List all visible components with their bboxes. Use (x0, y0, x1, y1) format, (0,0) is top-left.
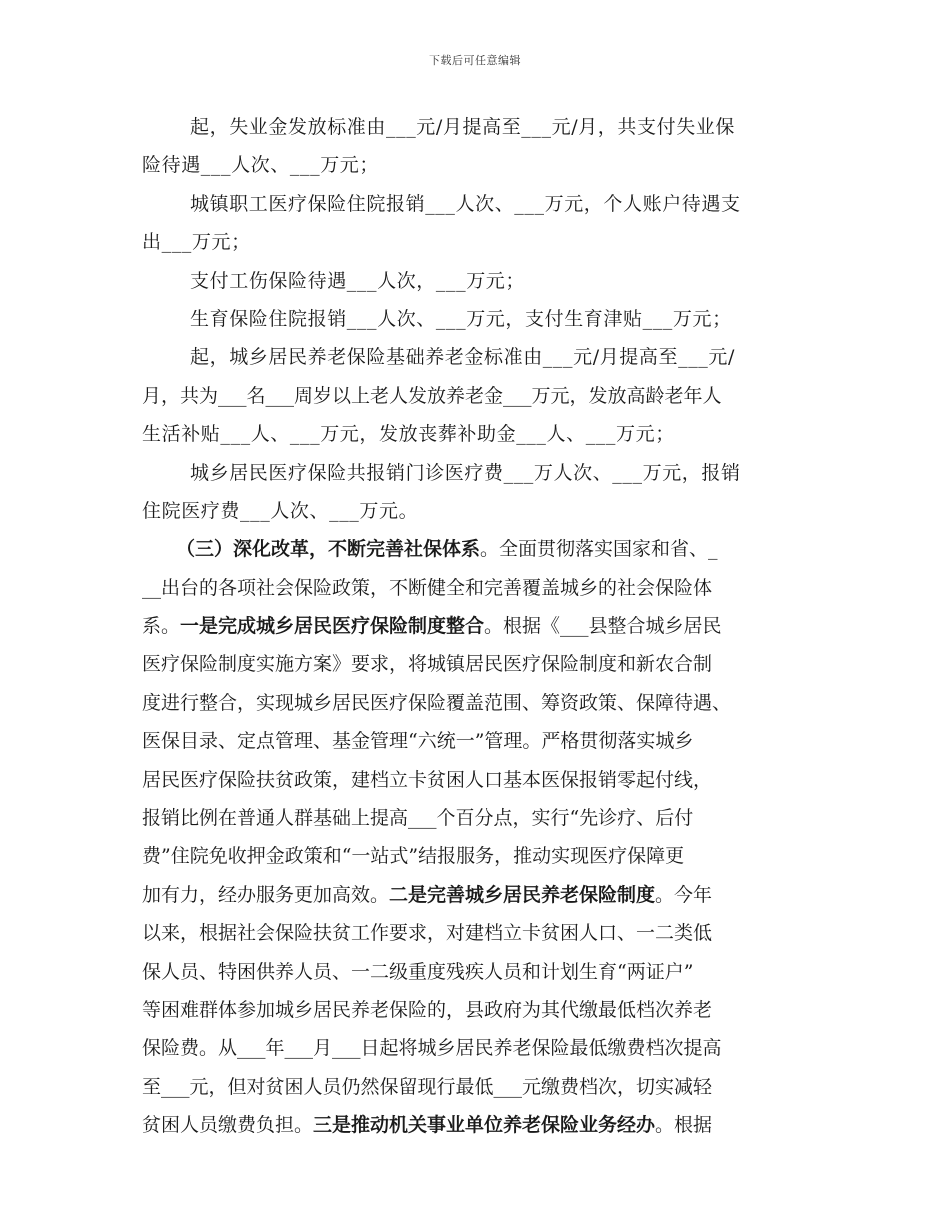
section-heading-line: （三）深化改革，不断完善社保体系。全面贯彻落实国家和省、_ (176, 538, 718, 561)
page-header: 下载后可任意编辑 (429, 54, 521, 67)
text-line: 城乡居民医疗保险共报销门诊医疗费___万人次、___万元，报销 (190, 461, 741, 484)
text-line: 险待遇___人次、___万元； (142, 154, 380, 177)
text-line: 出___万元； (142, 231, 251, 254)
bold-point-one: 一是完成城乡居民医疗保险制度整合 (180, 615, 485, 638)
text-line: 生活补贴___人、___万元，发放丧葬补助金___人、___万元； (142, 423, 675, 446)
text-line: 加有力，经办服务更加高效。二是完善城乡居民养老保险制度。今年 (142, 883, 713, 906)
text-line: 保险费。从___年___月___日起将城乡居民养老保险最低缴费档次提高 (142, 1037, 722, 1060)
text-line: 费”住院免收押金政策和“一站式”结报服务，推动实现医疗保障更 (142, 845, 685, 868)
text-line: 支付工伤保险待遇___人次，___万元； (190, 269, 526, 292)
text-line: 生育保险住院报销___人次、___万元，支付生育津贴___万元； (190, 307, 732, 330)
text-line: 贫困人员缴费负担。三是推动机关事业单位养老保险业务经办。根据 (142, 1114, 713, 1137)
text-line: 起，失业金发放标准由___元/月提高至___元/月，共支付失业保 (190, 116, 736, 138)
text-line: 系。一是完成城乡居民医疗保险制度整合。根据《___县整合城乡居民 (142, 615, 722, 638)
text-line: 度进行整合，实现城乡居民医疗保险覆盖范围、筹资政策、保障待遇、 (142, 691, 732, 714)
text-line: 医疗保险制度实施方案》要求，将城镇居民医疗保险制度和新农合制 (142, 653, 713, 676)
text-line: 住院医疗费___人次、___万元。 (142, 499, 419, 522)
text-line: 城镇职工医疗保险住院报销___人次、___万元，个人账户待遇支 (190, 192, 741, 215)
text-line: 至___元，但对贫困人员仍然保留现行最低___元缴费档次，切实减轻 (142, 1075, 713, 1098)
bold-point-two: 二是完善城乡居民养老保险制度 (389, 883, 656, 906)
text-line: 等困难群体参加城乡居民养老保险的，县政府为其代缴最低档次养老 (142, 998, 713, 1021)
text-line: 以来，根据社会保险扶贫工作要求，对建档立卡贫困人口、一二类低 (142, 922, 713, 945)
text-line: 医保目录、定点管理、基金管理“六统一”管理。严格贯彻落实城乡 (142, 730, 694, 753)
text-line: 起，城乡居民养老保险基础养老金标准由___元/月提高至___元/ (190, 346, 736, 369)
text-line: __出台的各项社会保险政策，不断健全和完善覆盖城乡的社会保险体 (142, 576, 713, 599)
text-line: 保人员、特困供养人员、一二级重度残疾人员和计划生育“两证户” (142, 960, 694, 983)
bold-point-three: 三是推动机关事业单位养老保险业务经办 (313, 1114, 656, 1137)
text-line: 报销比例在普通人群基础上提高___个百分点，实行“先诊疗、后付 (142, 807, 694, 830)
text-line: 居民医疗保险扶贫政策，建档立卡贫困人口基本医保报销零起付线， (142, 768, 713, 791)
document-body (142, 108, 822, 1145)
section-heading: （三）深化改革，不断完善社保体系 (176, 538, 481, 561)
text-line: 月，共为___名___周岁以上老人发放养老金___万元，发放高龄老年人 (142, 384, 722, 407)
